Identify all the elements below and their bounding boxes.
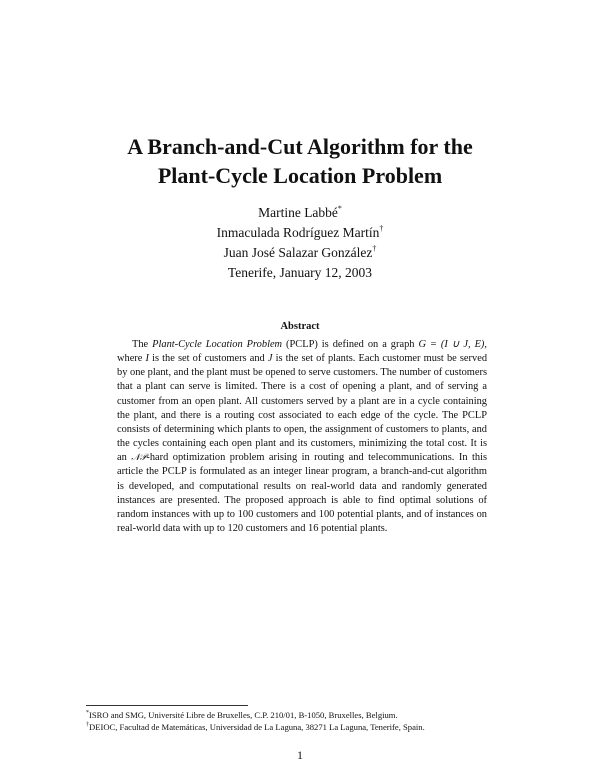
footnote-text: DEIOC, Facultad de Matemáticas, Universidad de La Laguna, 38271 La Laguna, Tenerife, Spain. bbox=[89, 722, 425, 732]
abstract-heading: Abstract bbox=[280, 321, 320, 332]
footnote bbox=[86, 721, 526, 733]
abstract-text: (PCLP) is defined on a graph bbox=[282, 339, 419, 350]
author-name: Inmaculada Rodríguez Martín bbox=[216, 225, 380, 240]
footnotes bbox=[86, 709, 526, 733]
np-symbol: 𝒩𝒫 bbox=[131, 453, 147, 464]
author bbox=[100, 223, 500, 243]
abstract-text: is the set of customers and bbox=[148, 353, 268, 365]
problem-name: Plant-Cycle Location Problem bbox=[152, 339, 283, 350]
title-line-2: Plant-Cycle Location Problem bbox=[157, 163, 443, 188]
page-number: 1 bbox=[297, 748, 303, 762]
abstract-text: -hard optimization problem arising in routing and telecommunications. In this article the PCLP is formulated as an integer linear program, a branch-and-cut algorithm is developed, and computational results on real-world data and randomly generated instances are presented. The proposed approach is able to find optimal solutions of random instances with up to 100 customers and 100 potential plants, and of instances on real-world data with up to 120 customers and 16 potential plants. bbox=[117, 452, 487, 535]
footnote-mark: * bbox=[86, 710, 89, 716]
author-name: Juan José Salazar González bbox=[223, 245, 373, 260]
footnote-mark: † bbox=[372, 244, 377, 253]
customer-set-symbol: I bbox=[145, 353, 149, 365]
title-line-1: A Branch-and-Cut Algorithm for the bbox=[127, 134, 473, 159]
footnote-mark: † bbox=[86, 722, 89, 728]
abstract-body bbox=[117, 338, 487, 536]
abstract-text: The bbox=[132, 339, 153, 350]
author-list bbox=[100, 203, 500, 263]
footnote-rule bbox=[86, 705, 248, 706]
plant-set-symbol: J bbox=[267, 353, 273, 365]
footnote bbox=[86, 709, 526, 721]
author bbox=[100, 243, 500, 263]
graph-formula: G = (I ∪ J, E), bbox=[418, 339, 487, 350]
footnote-text: ISRO and SMG, Université Libre de Bruxelles, C.P. 210/01, B-1050, Bruxelles, Belgium. bbox=[89, 710, 398, 720]
paper-date: Tenerife, January 12, 2003 bbox=[227, 265, 373, 280]
author-name: Martine Labbé bbox=[258, 205, 338, 220]
abstract-text: is the set of plants. Each customer must be served by one plant, and the plant must be opened to serve customers. The number of customers that a plant can serve is limited. There is a cost of opening a plant, and of serving a customer from an open plant. All customers served by a plant are in a cycle containing the plant, and there is a routing cost associated to each edge of the cycle. The PCLP consists of determining which plants to open, the assignment of customers to plants, and the cycles containing each open plant and its customers, minimizing the total cost. It is an bbox=[117, 353, 488, 464]
footnote-mark: † bbox=[379, 224, 384, 233]
paper-title bbox=[60, 132, 540, 190]
footnote-mark: * bbox=[337, 204, 342, 213]
abstract-text: where bbox=[117, 353, 146, 365]
author bbox=[100, 203, 500, 223]
